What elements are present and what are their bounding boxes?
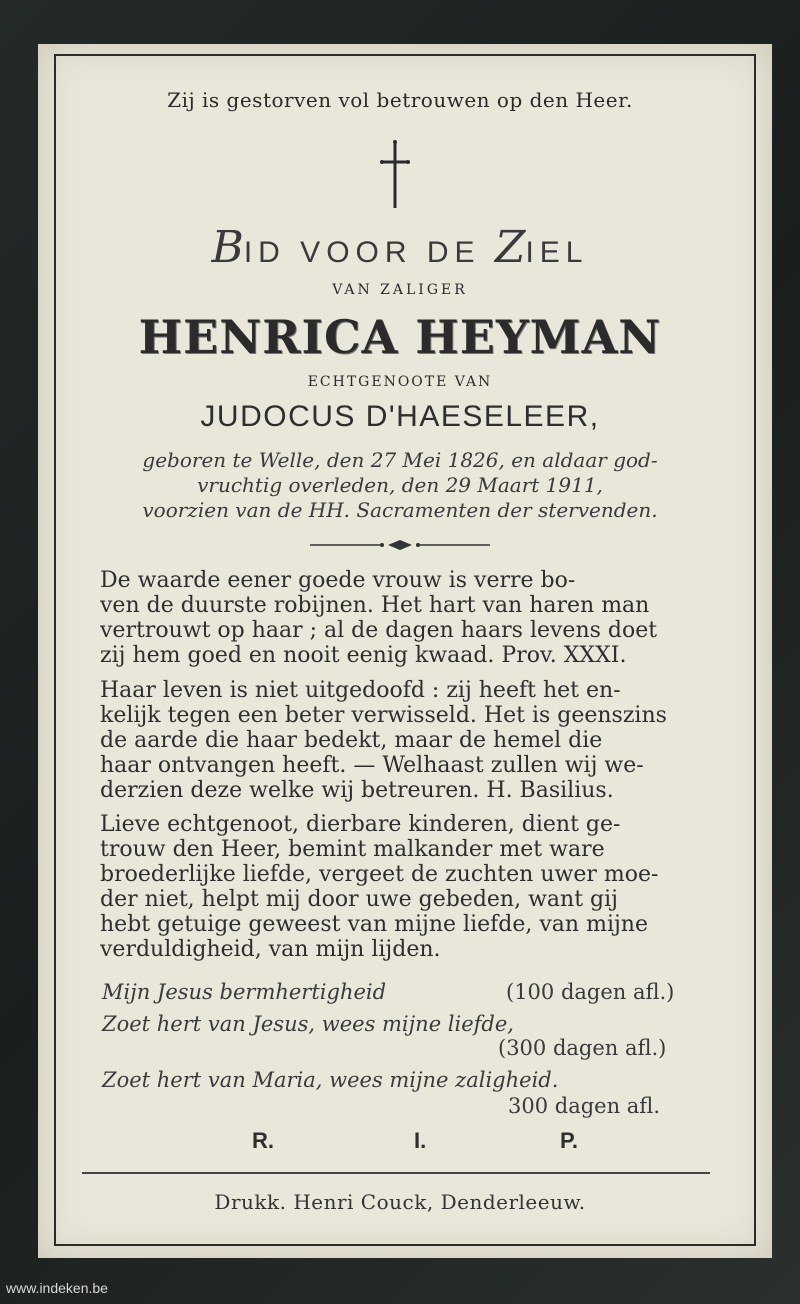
details-line: geboren te Welle, den 27 Mei 1826, en aldaar god- bbox=[142, 448, 658, 472]
printer-credit: Drukk. Henri Couck, Denderleeuw. bbox=[214, 1190, 586, 1214]
text-line: de aarde die haar bedekt, maar de hemel die bbox=[100, 728, 603, 753]
text-line: zij hem goed en nooit eenig kwaad. Prov. XXXI. bbox=[100, 643, 627, 668]
ornament-divider bbox=[300, 538, 500, 552]
rip-r: R. bbox=[252, 1128, 274, 1153]
indulgence-note: (100 dagen afl.) bbox=[506, 980, 675, 1004]
header-motto: Zij is gestorven vol betrouwen op den Heer. bbox=[167, 88, 633, 112]
prayer-title bbox=[0, 222, 800, 273]
watermark: www.indeken.be bbox=[6, 1280, 108, 1296]
spouse-label: ECHTGENOOTE VAN bbox=[307, 374, 493, 390]
prayer-title-part2: IEL bbox=[525, 236, 589, 269]
text-line: verduldigheid, van mijn lijden. bbox=[100, 937, 441, 962]
text-line: der niet, helpt mij door uwe gebeden, want gij bbox=[100, 887, 618, 912]
indulgence-note: (300 dagen afl.) bbox=[498, 1036, 667, 1060]
text-line: haar ontvangen heeft. — Welhaast zullen wij we- bbox=[100, 753, 644, 778]
text-line: broederlijke liefde, vergeet de zuchten uwer moe- bbox=[100, 862, 659, 887]
prayer-title-initial-z: Z bbox=[494, 222, 526, 273]
text-line: kelijk tegen een beter verwisseld. Het is geenszins bbox=[100, 703, 667, 728]
paragraph-farewell bbox=[100, 812, 720, 962]
prayer-line: Zoet hert van Jesus, wees mijne liefde, bbox=[102, 1012, 514, 1036]
text-line: hebt getuige geweest van mijne liefde, van mijne bbox=[100, 912, 648, 937]
text-line: Haar leven is niet uitgedoofd : zij heeft het en- bbox=[100, 678, 621, 703]
footer-rule bbox=[82, 1172, 710, 1174]
indulgence-note: 300 dagen afl. bbox=[508, 1094, 660, 1118]
prayer-line: Mijn Jesus bermhertigheid bbox=[102, 980, 387, 1004]
text-line: derzien deze welke wij betreuren. H. Basilius. bbox=[100, 778, 614, 803]
prayer-line: Zoet hert van Maria, wees mijne zaligheid. bbox=[102, 1068, 559, 1092]
prayer-title-initial-b: B bbox=[211, 222, 244, 273]
rip-i: I. bbox=[414, 1128, 427, 1153]
text-line: trouw den Heer, bemint malkander met ware bbox=[100, 837, 605, 862]
prayer-title-part1: ID VOOR DE bbox=[243, 236, 495, 269]
text-line: ven de duurste robijnen. Het hart van haren man bbox=[100, 593, 650, 618]
paragraph-proverbs bbox=[100, 568, 720, 668]
deceased-name: HENRICA HEYMAN bbox=[138, 310, 662, 364]
details-line: vruchtig overleden, den 29 Maart 1911, bbox=[197, 473, 603, 497]
text-line: De waarde eener goede vrouw is verre bo- bbox=[100, 568, 576, 593]
rip-p: P. bbox=[560, 1128, 578, 1153]
van-zaliger: VAN ZALIGER bbox=[332, 282, 468, 298]
text-line: vertrouwt op haar ; al de dagen haars levens doet bbox=[100, 618, 658, 643]
text-line: Lieve echtgenoot, dierbare kinderen, dient ge- bbox=[100, 812, 621, 837]
paragraph-basilius bbox=[100, 678, 720, 803]
spouse-name: JUDOCUS D'HAESELEER, bbox=[200, 400, 600, 433]
details-line: voorzien van de HH. Sacramenten der stervenden. bbox=[142, 498, 658, 522]
cross-icon bbox=[378, 140, 412, 210]
